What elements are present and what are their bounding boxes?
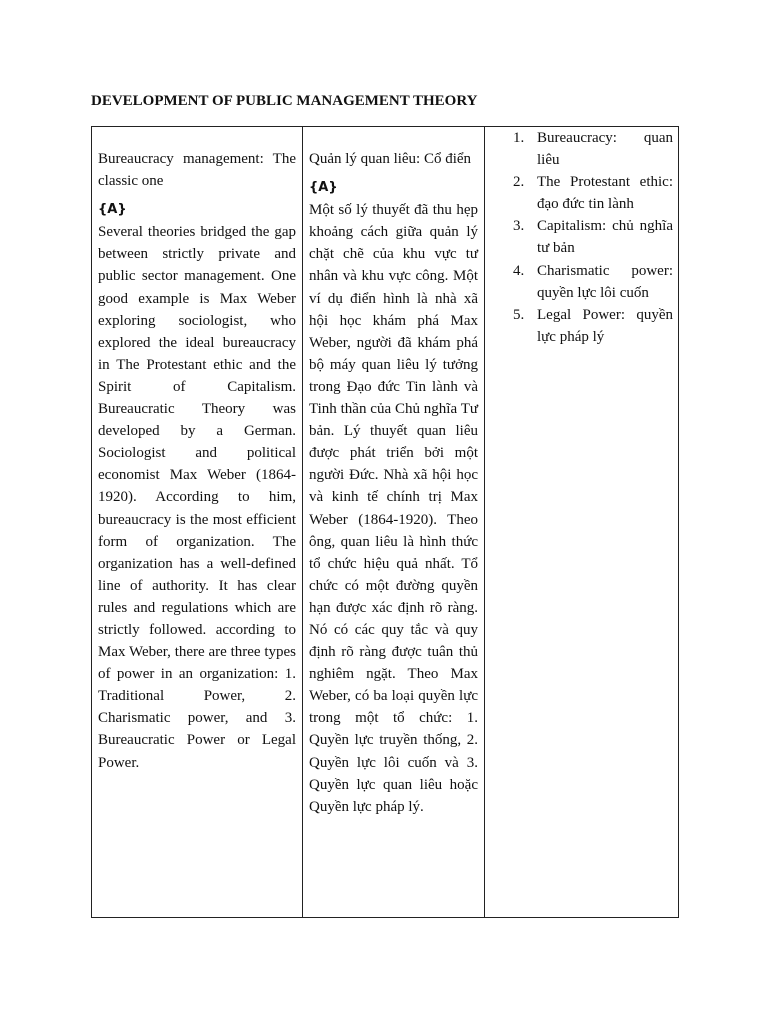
page-title: DEVELOPMENT OF PUBLIC MANAGEMENT THEORY	[91, 93, 478, 109]
list-number: 4.	[513, 262, 525, 279]
english-body: Several theories bridged the gap between strictly private and public sector management. One good example is Max Weber exploring sociologist, who explored the ideal bureaucracy in The Protestant ethic and the Spirit of Capitalism. Bureaucratic Theory was developed by a German. Sociologist and political economist Max Weber (1864-1920). According to him, bureaucracy is the most efficient form of organization. The organization has a well-defined line of authority. It has clear rules and regulations which are strictly followed. according to Max Weber, there are three types of power in an organization: 1. Traditional Power, 2. Charismatic power, and 3. Bureaucratic Power or Legal Power.	[98, 224, 296, 771]
english-heading: Bureaucracy management: The classic one	[98, 151, 296, 190]
list-text: Capitalism: chủ nghĩa tư bản	[537, 218, 673, 257]
english-tag: {A}	[98, 202, 127, 218]
vietnamese-body: Một số lý thuyết đã thu hẹp khoảng cách giữa quản lý chặt chẽ của khu vực tư nhân và khu vực công. Một ví dụ điển hình là nhà xã hội học khám phá Max Weber, người đã khám phá bộ máy quan liêu lý tưởng trong Đạo đức Tin lành và Tinh thần của Chủ nghĩa Tư bản. Lý thuyết quan liêu được phát triển bởi một người Đức. Nhà xã hội học và kinh tế chính trị Max Weber (1864-1920). Theo ông, quan liêu là hình thức tổ chức hiệu quả nhất. Tổ chức có một đường quyền hạn được xác định rõ ràng. Nó có các quy tắc và quy định rõ ràng được tuân thủ nghiêm ngặt. Theo Max Weber, có ba loại quyền lực trong một tổ chức: 1. Quyền lực truyền thống, 2. Quyền lực lôi cuốn và 3. Quyền lực quan liêu hoặc Quyền lực pháp lý.	[309, 202, 478, 815]
list-text: Legal Power: quyền lực pháp lý	[537, 306, 673, 345]
list-text: Bureaucracy: quan liêu	[537, 130, 673, 169]
list-item	[485, 304, 673, 348]
glossary-list	[485, 127, 678, 348]
list-number: 3.	[513, 218, 525, 235]
list-text: The Protestant ethic: đạo đức tin lành	[537, 174, 673, 213]
vietnamese-tag: {A}	[309, 180, 338, 196]
list-number: 2.	[513, 174, 525, 191]
list-item	[485, 260, 673, 304]
list-item	[485, 171, 673, 215]
list-text: Charismatic power: quyền lực lôi cuốn	[537, 262, 673, 301]
list-item	[485, 127, 673, 171]
translation-table	[91, 126, 679, 918]
vietnamese-column	[303, 127, 485, 918]
vietnamese-cell	[303, 127, 484, 818]
list-item	[485, 215, 673, 259]
vietnamese-heading: Quản lý quan liêu: Cổ điển	[309, 151, 472, 167]
list-number: 5.	[513, 306, 525, 323]
english-column	[92, 127, 303, 918]
glossary-column	[485, 127, 679, 918]
table-row	[92, 127, 679, 918]
list-number: 1.	[513, 130, 525, 146]
english-cell	[92, 127, 302, 774]
